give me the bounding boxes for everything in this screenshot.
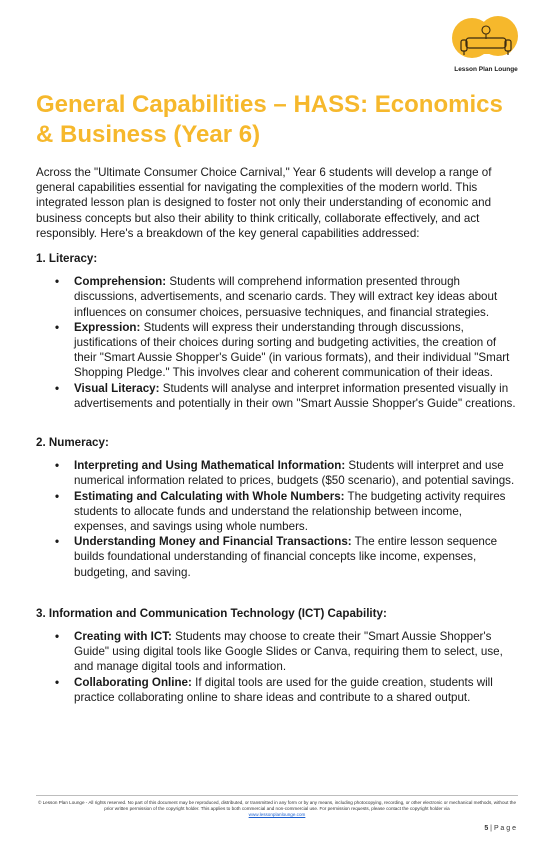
bullet-icon: •	[55, 675, 60, 689]
item-term: Visual Literacy:	[74, 381, 160, 395]
logo-text: Lesson Plan Lounge	[454, 66, 518, 73]
item-text: If digital tools are used for the guide creation, students will practice collaborating online to share ideas and contribute to a shared output.	[74, 675, 493, 704]
bullet-icon: •	[55, 275, 60, 289]
page-number-value: 5	[484, 825, 489, 832]
footer-divider	[36, 795, 518, 796]
page-number: 5 | P a g e	[484, 825, 516, 832]
list-item	[36, 675, 518, 705]
item-text: Students may choose to create their "Smart Aussie Shopper's Guide" using digital tools like Google Slides or Canva, requiring them to select, use, and manage digital tools and information.	[74, 630, 503, 674]
bullet-icon: •	[55, 535, 60, 549]
section-heading-ict: 3. Information and Communication Technology (ICT) Capability:	[36, 606, 387, 620]
page-label: P a g e	[493, 825, 516, 832]
item-text: Students will comprehend information presented through discussions, advertisements, and scenario cards. They will extract key ideas about influences on consumer choices, persuasive techniques, and financial strategies.	[74, 275, 498, 319]
list-item	[36, 489, 518, 535]
website-link[interactable]: www.lessonplanlounge.com	[248, 812, 306, 817]
item-text: Students will analyse and interpret information presented visually in advertisements and potentially in their own "Smart Aussie Shopper's Guide" creations.	[74, 381, 516, 410]
list-item	[36, 274, 518, 320]
list-item	[36, 629, 518, 675]
item-term: Interpreting and Using Mathematical Information:	[74, 459, 346, 473]
item-text: The budgeting activity requires students to allocate funds and understand the relationship between income, expenses, and savings using whole numbers.	[74, 489, 506, 534]
brand-logo	[450, 16, 522, 78]
item-term: Understanding Money and Financial Transactions:	[74, 535, 352, 549]
bullet-icon: •	[55, 381, 60, 395]
document-body	[36, 165, 518, 705]
page-title: General Capabilities – HASS: Economics & Business (Year 6)	[36, 91, 503, 148]
item-term: Comprehension:	[74, 275, 167, 289]
list-item	[36, 381, 518, 411]
footer-copyright	[36, 800, 518, 818]
section-heading-literacy: 1. Literacy:	[36, 252, 98, 266]
section-heading-numeracy: 2. Numeracy:	[36, 436, 109, 450]
copyright-text: © Lesson Plan Lounge - All rights reserved. No part of this document may be reproduced, distributed, or transmitted in any form or by any means, including photocopying, recording, or other electronic or mechanical methods, without the prior written permission of the copyright holder. This applies to both commercial and non-commercial use. For permission requests, please contact the copyright holder via	[37, 800, 517, 811]
intro-paragraph: Across the "Ultimate Consumer Choice Carnival," Year 6 students will develop a range of general capabilities essential for navigating the complexities of the modern world. This integrated lesson plan is designed to foster not only their understanding of economic and business concepts but also their ability to think critically, collaborate effectively, and act responsibly. Here's a breakdown of the key general capabilities addressed:	[36, 166, 492, 240]
item-text: Students will interpret and use numerical information related to prices, budgets ($50 scenario), and potential savings.	[74, 459, 515, 488]
bullet-icon: •	[55, 320, 60, 334]
item-term: Creating with ICT:	[74, 630, 172, 644]
item-text: Students will express their understanding through discussions, justifications of their choices during sorting and budgeting activities, the creation of their "Smart Aussie Shopper's Guide" (in various formats), and their individual "Smart Shopping Pledge." This involves clear and coherent communication of their ideas.	[74, 320, 510, 380]
literacy-list	[36, 274, 518, 411]
item-term: Estimating and Calculating with Whole Numbers:	[74, 489, 345, 503]
sofa-logo-icon	[450, 16, 522, 66]
bullet-icon: •	[55, 630, 60, 644]
ict-list	[36, 629, 518, 705]
item-term: Expression:	[74, 320, 141, 334]
bullet-icon: •	[55, 459, 60, 473]
item-text: The entire lesson sequence builds foundational understanding of financial concepts like income, expenses, budgeting, and saving.	[74, 535, 498, 579]
bullet-icon: •	[55, 489, 60, 503]
numeracy-list	[36, 458, 518, 580]
list-item	[36, 458, 518, 488]
item-term: Collaborating Online:	[74, 675, 192, 689]
list-item	[36, 534, 518, 580]
list-item	[36, 320, 518, 381]
